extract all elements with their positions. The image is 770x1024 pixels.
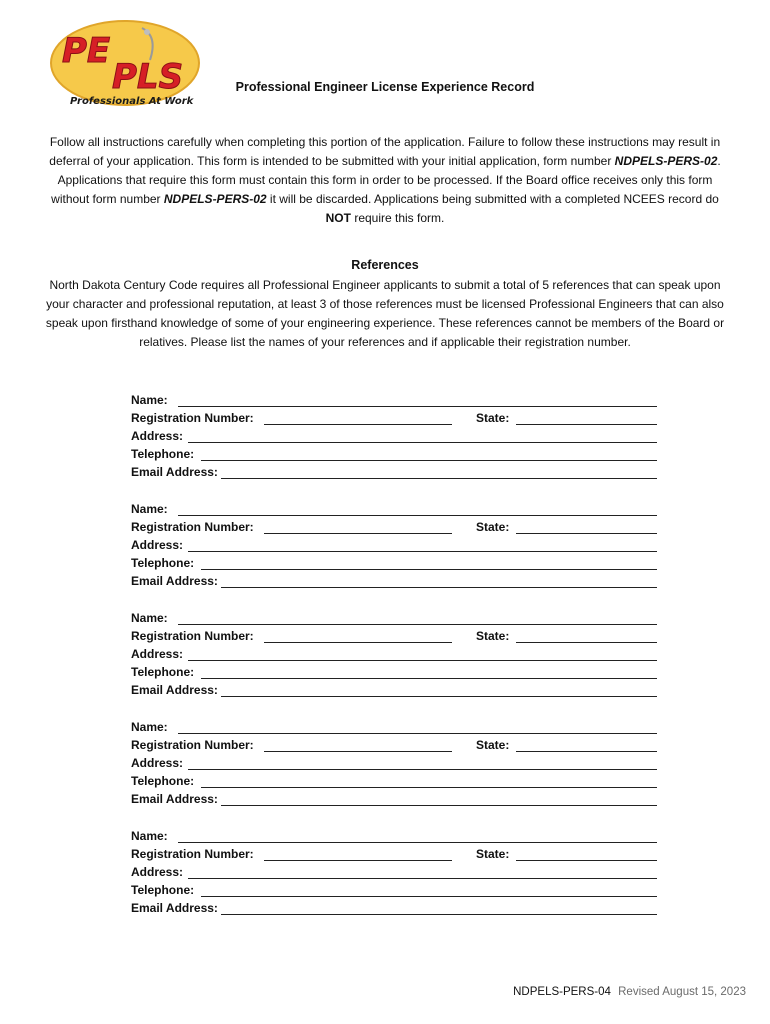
reference-block-1	[131, 393, 657, 483]
name-row	[131, 393, 657, 411]
state-input-line[interactable]	[516, 860, 657, 861]
reference-block-2	[131, 502, 657, 592]
email-address-label: Email Address:	[131, 792, 218, 806]
address-label: Address:	[131, 538, 184, 552]
references-paragraph: North Dakota Century Code requires all Professional Engineer applicants to submit a total of 5 references that can speak upon your character and professional reputation, at least 3 of those references must be licensed Professional Engineers that can also speak upon firsthand knowledge of some of your engineering experience. These references cannot be members of the Board or relatives. Please list the names of your references and if applicable their registration number.	[45, 278, 725, 349]
registration-number-row	[131, 520, 657, 538]
name-label: Name:	[131, 393, 168, 407]
email-address-row	[131, 465, 657, 483]
address-row	[131, 429, 657, 447]
name-row	[131, 611, 657, 629]
name-label: Name:	[131, 720, 168, 734]
email-address-input-line[interactable]	[221, 587, 657, 588]
registration-number-label: Registration Number:	[131, 629, 254, 643]
name-input-line[interactable]	[178, 733, 657, 734]
address-row	[131, 538, 657, 556]
registration-number-row	[131, 411, 657, 429]
email-address-row	[131, 792, 657, 810]
pe-pls-logo	[50, 18, 205, 110]
address-input-line[interactable]	[188, 878, 657, 879]
page-title: Professional Engineer License Experience Record	[235, 80, 535, 94]
state-label: State:	[476, 520, 510, 534]
address-label: Address:	[131, 647, 184, 661]
email-address-label: Email Address:	[131, 574, 218, 588]
references-heading: References	[351, 258, 419, 272]
telephone-input-line[interactable]	[201, 569, 657, 570]
telephone-label: Telephone:	[131, 556, 195, 570]
registration-number-row	[131, 847, 657, 865]
telephone-input-line[interactable]	[201, 460, 657, 461]
email-address-row	[131, 901, 657, 919]
telephone-input-line[interactable]	[201, 787, 657, 788]
reference-block-3	[131, 611, 657, 701]
logo-pls-text: PLS	[112, 57, 184, 97]
email-address-input-line[interactable]	[221, 478, 657, 479]
registration-number-input-line[interactable]	[264, 860, 452, 861]
email-address-row	[131, 683, 657, 701]
address-row	[131, 865, 657, 883]
name-row	[131, 829, 657, 847]
state-label: State:	[476, 411, 510, 425]
email-address-row	[131, 574, 657, 592]
telephone-label: Telephone:	[131, 447, 195, 461]
instructions-paragraph: Follow all instructions carefully when completing this portion of the application. Failure to follow these instructions may result in deferral of your application. This form is intended to be submitted with your initial application, form number NDPELS-PERS-02. Applications that require this form must contain this form in order to be processed. If the Board office receives only this form without form number NDPELS-PERS-02 it will be discarded. Applications being submitted with a completed NCEES record do NOT require this form.	[49, 135, 721, 225]
name-input-line[interactable]	[178, 624, 657, 625]
address-row	[131, 756, 657, 774]
address-input-line[interactable]	[188, 551, 657, 552]
address-row	[131, 647, 657, 665]
name-label: Name:	[131, 611, 168, 625]
state-input-line[interactable]	[516, 751, 657, 752]
logo-pe-text: PE	[62, 31, 111, 71]
address-label: Address:	[131, 865, 184, 879]
telephone-label: Telephone:	[131, 774, 195, 788]
email-address-input-line[interactable]	[221, 696, 657, 697]
registration-number-label: Registration Number:	[131, 411, 254, 425]
state-label: State:	[476, 629, 510, 643]
name-label: Name:	[131, 502, 168, 516]
email-address-label: Email Address:	[131, 465, 218, 479]
telephone-row	[131, 556, 657, 574]
registration-number-label: Registration Number:	[131, 738, 254, 752]
address-input-line[interactable]	[188, 769, 657, 770]
name-row	[131, 502, 657, 520]
registration-number-row	[131, 629, 657, 647]
reference-block-5	[131, 829, 657, 919]
name-row	[131, 720, 657, 738]
registration-number-input-line[interactable]	[264, 533, 452, 534]
telephone-row	[131, 883, 657, 901]
telephone-label: Telephone:	[131, 665, 195, 679]
name-input-line[interactable]	[178, 842, 657, 843]
state-label: State:	[476, 847, 510, 861]
address-input-line[interactable]	[188, 442, 657, 443]
registration-number-input-line[interactable]	[264, 642, 452, 643]
revision-date: Revised August 15, 2023	[618, 986, 746, 998]
footer	[513, 986, 746, 998]
telephone-row	[131, 774, 657, 792]
email-address-label: Email Address:	[131, 683, 218, 697]
telephone-row	[131, 447, 657, 465]
registration-number-input-line[interactable]	[264, 751, 452, 752]
email-address-input-line[interactable]	[221, 805, 657, 806]
name-input-line[interactable]	[178, 515, 657, 516]
name-label: Name:	[131, 829, 168, 843]
name-input-line[interactable]	[178, 406, 657, 407]
state-label: State:	[476, 738, 510, 752]
state-input-line[interactable]	[516, 533, 657, 534]
registration-number-label: Registration Number:	[131, 520, 254, 534]
logo-tagline: Professionals At Work	[70, 96, 194, 107]
address-input-line[interactable]	[188, 660, 657, 661]
state-input-line[interactable]	[516, 642, 657, 643]
form-number: NDPELS-PERS-04	[513, 986, 611, 998]
registration-number-input-line[interactable]	[264, 424, 452, 425]
state-input-line[interactable]	[516, 424, 657, 425]
address-label: Address:	[131, 429, 184, 443]
registration-number-row	[131, 738, 657, 756]
address-label: Address:	[131, 756, 184, 770]
telephone-label: Telephone:	[131, 883, 195, 897]
telephone-input-line[interactable]	[201, 896, 657, 897]
telephone-row	[131, 665, 657, 683]
telephone-input-line[interactable]	[201, 678, 657, 679]
registration-number-label: Registration Number:	[131, 847, 254, 861]
email-address-input-line[interactable]	[221, 914, 657, 915]
reference-block-4	[131, 720, 657, 810]
email-address-label: Email Address:	[131, 901, 218, 915]
